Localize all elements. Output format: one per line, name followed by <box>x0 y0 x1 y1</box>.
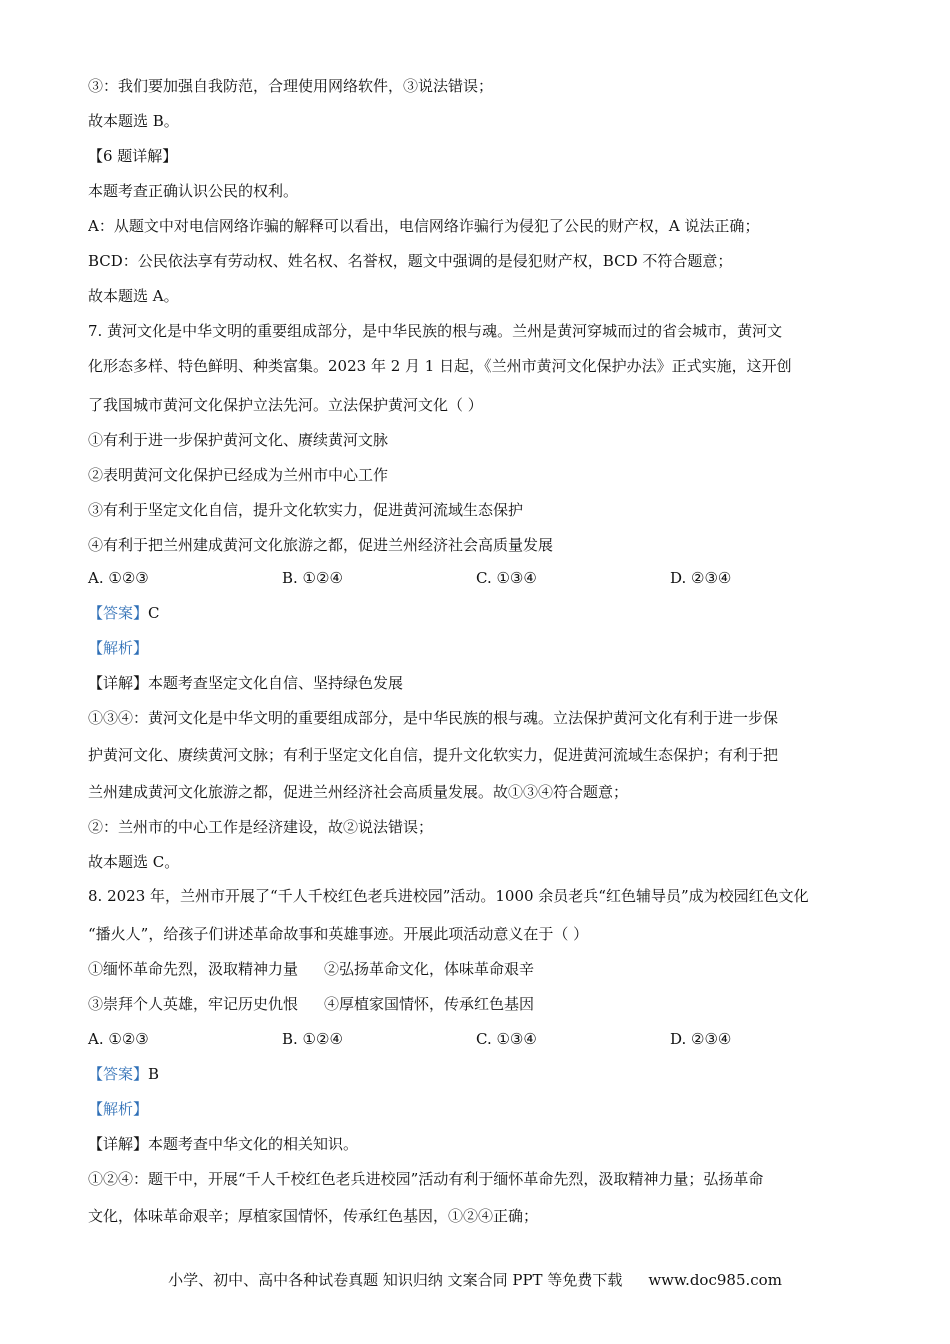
q7-item: ①有利于进一步保护黄河文化、赓续黄河文脉 <box>88 431 389 449</box>
q7-item: ②表明黄河文化保护已经成为兰州市中心工作 <box>88 466 389 484</box>
q8-detail <box>88 1134 868 1154</box>
q7-option-a: A. ①②③ <box>88 569 149 587</box>
detail-text: 本题考查坚定文化自信、坚持绿色发展 <box>148 674 404 692</box>
q7-detail-line: 故本题选 C。 <box>88 853 180 871</box>
q8-stem-line: “播火人”，给孩子们讲述革命故事和英雄事迹。开展此项活动意义在于（ ） <box>88 925 589 943</box>
q7-detail-line: ②：兰州市的中心工作是经济建设，故②说法错误； <box>88 818 434 836</box>
q8-option-a: A. ①②③ <box>88 1030 149 1048</box>
q7-item: ④有利于把兰州建成黄河文化旅游之都，促进兰州经济社会高质量发展 <box>88 536 554 554</box>
q7-option-c: C. ①③④ <box>476 569 537 587</box>
q7-detail-line: 护黄河文化、赓续黄河文脉；有利于坚定文化自信，提升文化软实力，促进黄河流域生态保护；有利于把 <box>88 746 779 764</box>
q8-option-b: B. ①②④ <box>282 1030 343 1048</box>
q8-option-c: C. ①③④ <box>476 1030 537 1048</box>
q7-detail <box>88 673 868 693</box>
answer-value: C <box>148 604 160 622</box>
q8-item: ①缅怀革命先烈，汲取精神力量 <box>88 960 299 978</box>
text-line: 本题考查正确认识公民的权利。 <box>88 182 299 200</box>
q8-stem-line: 8. 2023 年，兰州市开展了“千人千校红色老兵进校园”活动。1000 余员老兵“红色辅导员”成为校园红色文化 <box>88 887 809 905</box>
q8-item-row <box>88 994 560 1014</box>
detail-tag: 【详解】 <box>88 1135 149 1153</box>
page-footer <box>0 1270 950 1290</box>
q7-stem-line: 化形态多样、特色鲜明、种类富集。2023 年 2 月 1 日起，《兰州市黄河文化保护办法》正式实施，这开创 <box>88 357 792 375</box>
q8-answer <box>88 1064 868 1084</box>
q8-item-row <box>88 959 560 979</box>
q8-option-d: D. ②③④ <box>670 1030 732 1048</box>
q7-item: ③有利于坚定文化自信，提升文化软实力，促进黄河流域生态保护 <box>88 501 524 519</box>
q7-stem-line: 7. 黄河文化是中华文明的重要组成部分，是中华民族的根与魂。兰州是黄河穿城而过的省会城市，黄河文 <box>88 322 783 340</box>
text-line: 故本题选 A。 <box>88 287 179 305</box>
text-line: BCD：公民依法享有劳动权、姓名权、名誉权，题文中强调的是侵犯财产权，BCD 不符合题意； <box>88 252 733 270</box>
q7-option-d: D. ②③④ <box>670 569 732 587</box>
q8-analysis-tag <box>88 1099 868 1119</box>
footer-text: 小学、初中、高中各种试卷真题 知识归纳 文案合同 PPT 等免费下载 <box>168 1271 623 1289</box>
q8-detail-line: ①②④：题干中，开展“千人千校红色老兵进校园”活动有利于缅怀革命先烈，汲取精神力量；弘扬革命 <box>88 1170 764 1188</box>
detail-text: 本题考查中华文化的相关知识。 <box>148 1135 359 1153</box>
q7-stem-line: 了我国城市黄河文化保护立法先河。立法保护黄河文化（ ） <box>88 396 483 414</box>
footer-url[interactable]: www.doc985.com <box>648 1271 782 1289</box>
detail-tag: 【详解】 <box>88 674 149 692</box>
q7-answer <box>88 603 868 623</box>
analysis-tag: 【解析】 <box>88 639 149 657</box>
text-line: ③：我们要加强自我防范，合理使用网络软件，③说法错误； <box>88 77 494 95</box>
q8-item: ③崇拜个人英雄，牢记历史仇恨 <box>88 995 299 1013</box>
q8-item: ②弘扬革命文化，体味革命艰辛 <box>324 960 535 978</box>
text-line: 故本题选 B。 <box>88 112 179 130</box>
q7-option-b: B. ①②④ <box>282 569 343 587</box>
q7-detail-line: ①③④：黄河文化是中华文明的重要组成部分，是中华民族的根与魂。立法保护黄河文化有利于进一步保 <box>88 709 779 727</box>
q8-item: ④厚植家国情怀，传承红色基因 <box>324 995 535 1013</box>
answer-tag: 【答案】 <box>88 1065 149 1083</box>
text-line: A：从题文中对电信网络诈骗的解释可以看出，电信网络诈骗行为侵犯了公民的财产权，A 说法正确； <box>88 217 760 235</box>
analysis-tag: 【解析】 <box>88 1100 149 1118</box>
q7-detail-line: 兰州建成黄河文化旅游之都，促进兰州经济社会高质量发展。故①③④符合题意； <box>88 783 629 801</box>
q6-header: 【6 题详解】 <box>88 147 178 165</box>
q8-detail-line: 文化，体味革命艰辛；厚植家国情怀，传承红色基因，①②④正确； <box>88 1207 539 1225</box>
answer-value: B <box>148 1065 160 1083</box>
answer-tag: 【答案】 <box>88 604 149 622</box>
q7-analysis-tag <box>88 638 868 658</box>
